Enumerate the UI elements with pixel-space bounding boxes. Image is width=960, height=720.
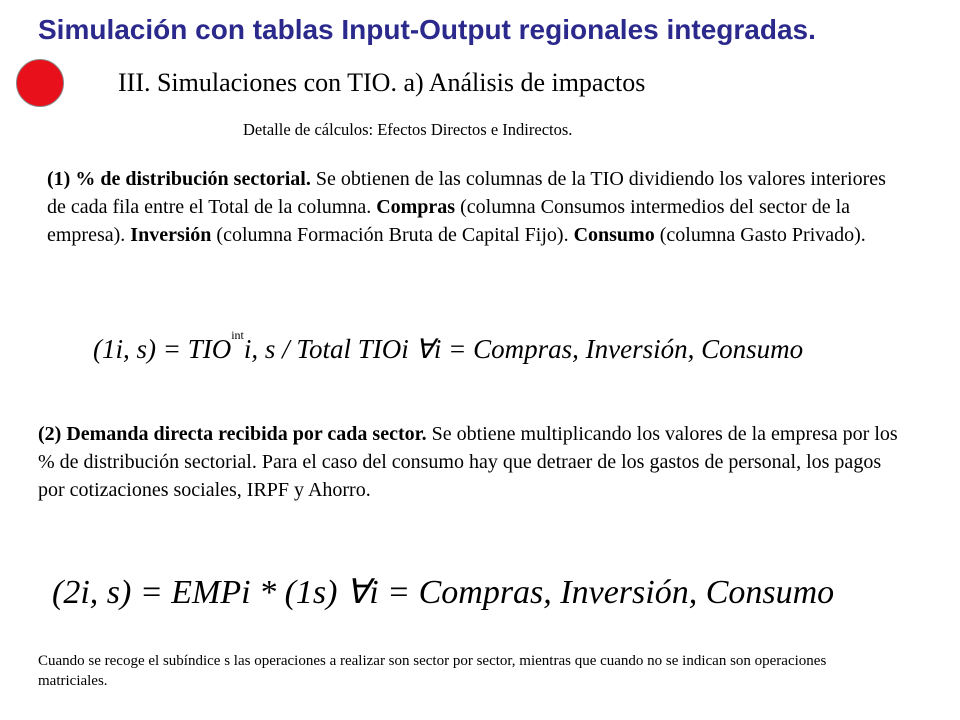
step1-paragraph (47, 165, 897, 249)
formula-1-left: (1i, s) = TIO (93, 334, 232, 364)
formula-1-right: i, s / Total TIOi ∀i = Compras, Inversión, Consumo (243, 334, 804, 364)
footnote: Cuando se recoge el subíndice s las operaciones a realizar son sector por sector, mientras que cuando no se indican son operaciones matriciales. (38, 653, 827, 689)
step2-lead: (2) Demanda directa recibida por cada sector. (38, 423, 427, 445)
detail-caption: Detalle de cálculos: Efectos Directos e Indirectos. (243, 120, 573, 139)
step1-text-d: (columna Gasto Privado). (654, 224, 866, 246)
step2-text: Se obtiene multiplicando los valores de la empresa por los % de distribución sectorial. Para el caso del consumo hay que detraer de los gastos de personal, los pagos por cotizaciones sociales, IRPF y Ahorro. (38, 423, 898, 501)
slide-title: Simulación con tablas Input-Output regionales integradas. (38, 14, 816, 45)
slide-subtitle: III. Simulaciones con TIO. a) Análisis de impactos (118, 68, 646, 97)
consumo-label: Consumo (573, 224, 655, 246)
inversion-label: Inversión (130, 224, 212, 246)
formula-1-superscript: int (231, 328, 244, 342)
red-dot-icon (16, 59, 64, 107)
step2-paragraph (38, 420, 908, 504)
compras-label: Compras (376, 196, 456, 218)
step1-lead: (1) % de distribución sectorial. (47, 168, 311, 190)
step1-text-c: (columna Formación Bruta de Capital Fijo). (211, 224, 574, 246)
step1-text-b: (columna Consumos intermedios del sector de la empresa). (47, 196, 851, 246)
step1-text-a: Se obtienen de las columnas de la TIO dividiendo los valores interiores de cada fila entre el Total de la columna. (47, 168, 886, 218)
formula-2: (2i, s) = EMPi * (1s) ∀i = Compras, Inversión, Consumo (52, 574, 835, 611)
formula-1 (93, 328, 804, 365)
